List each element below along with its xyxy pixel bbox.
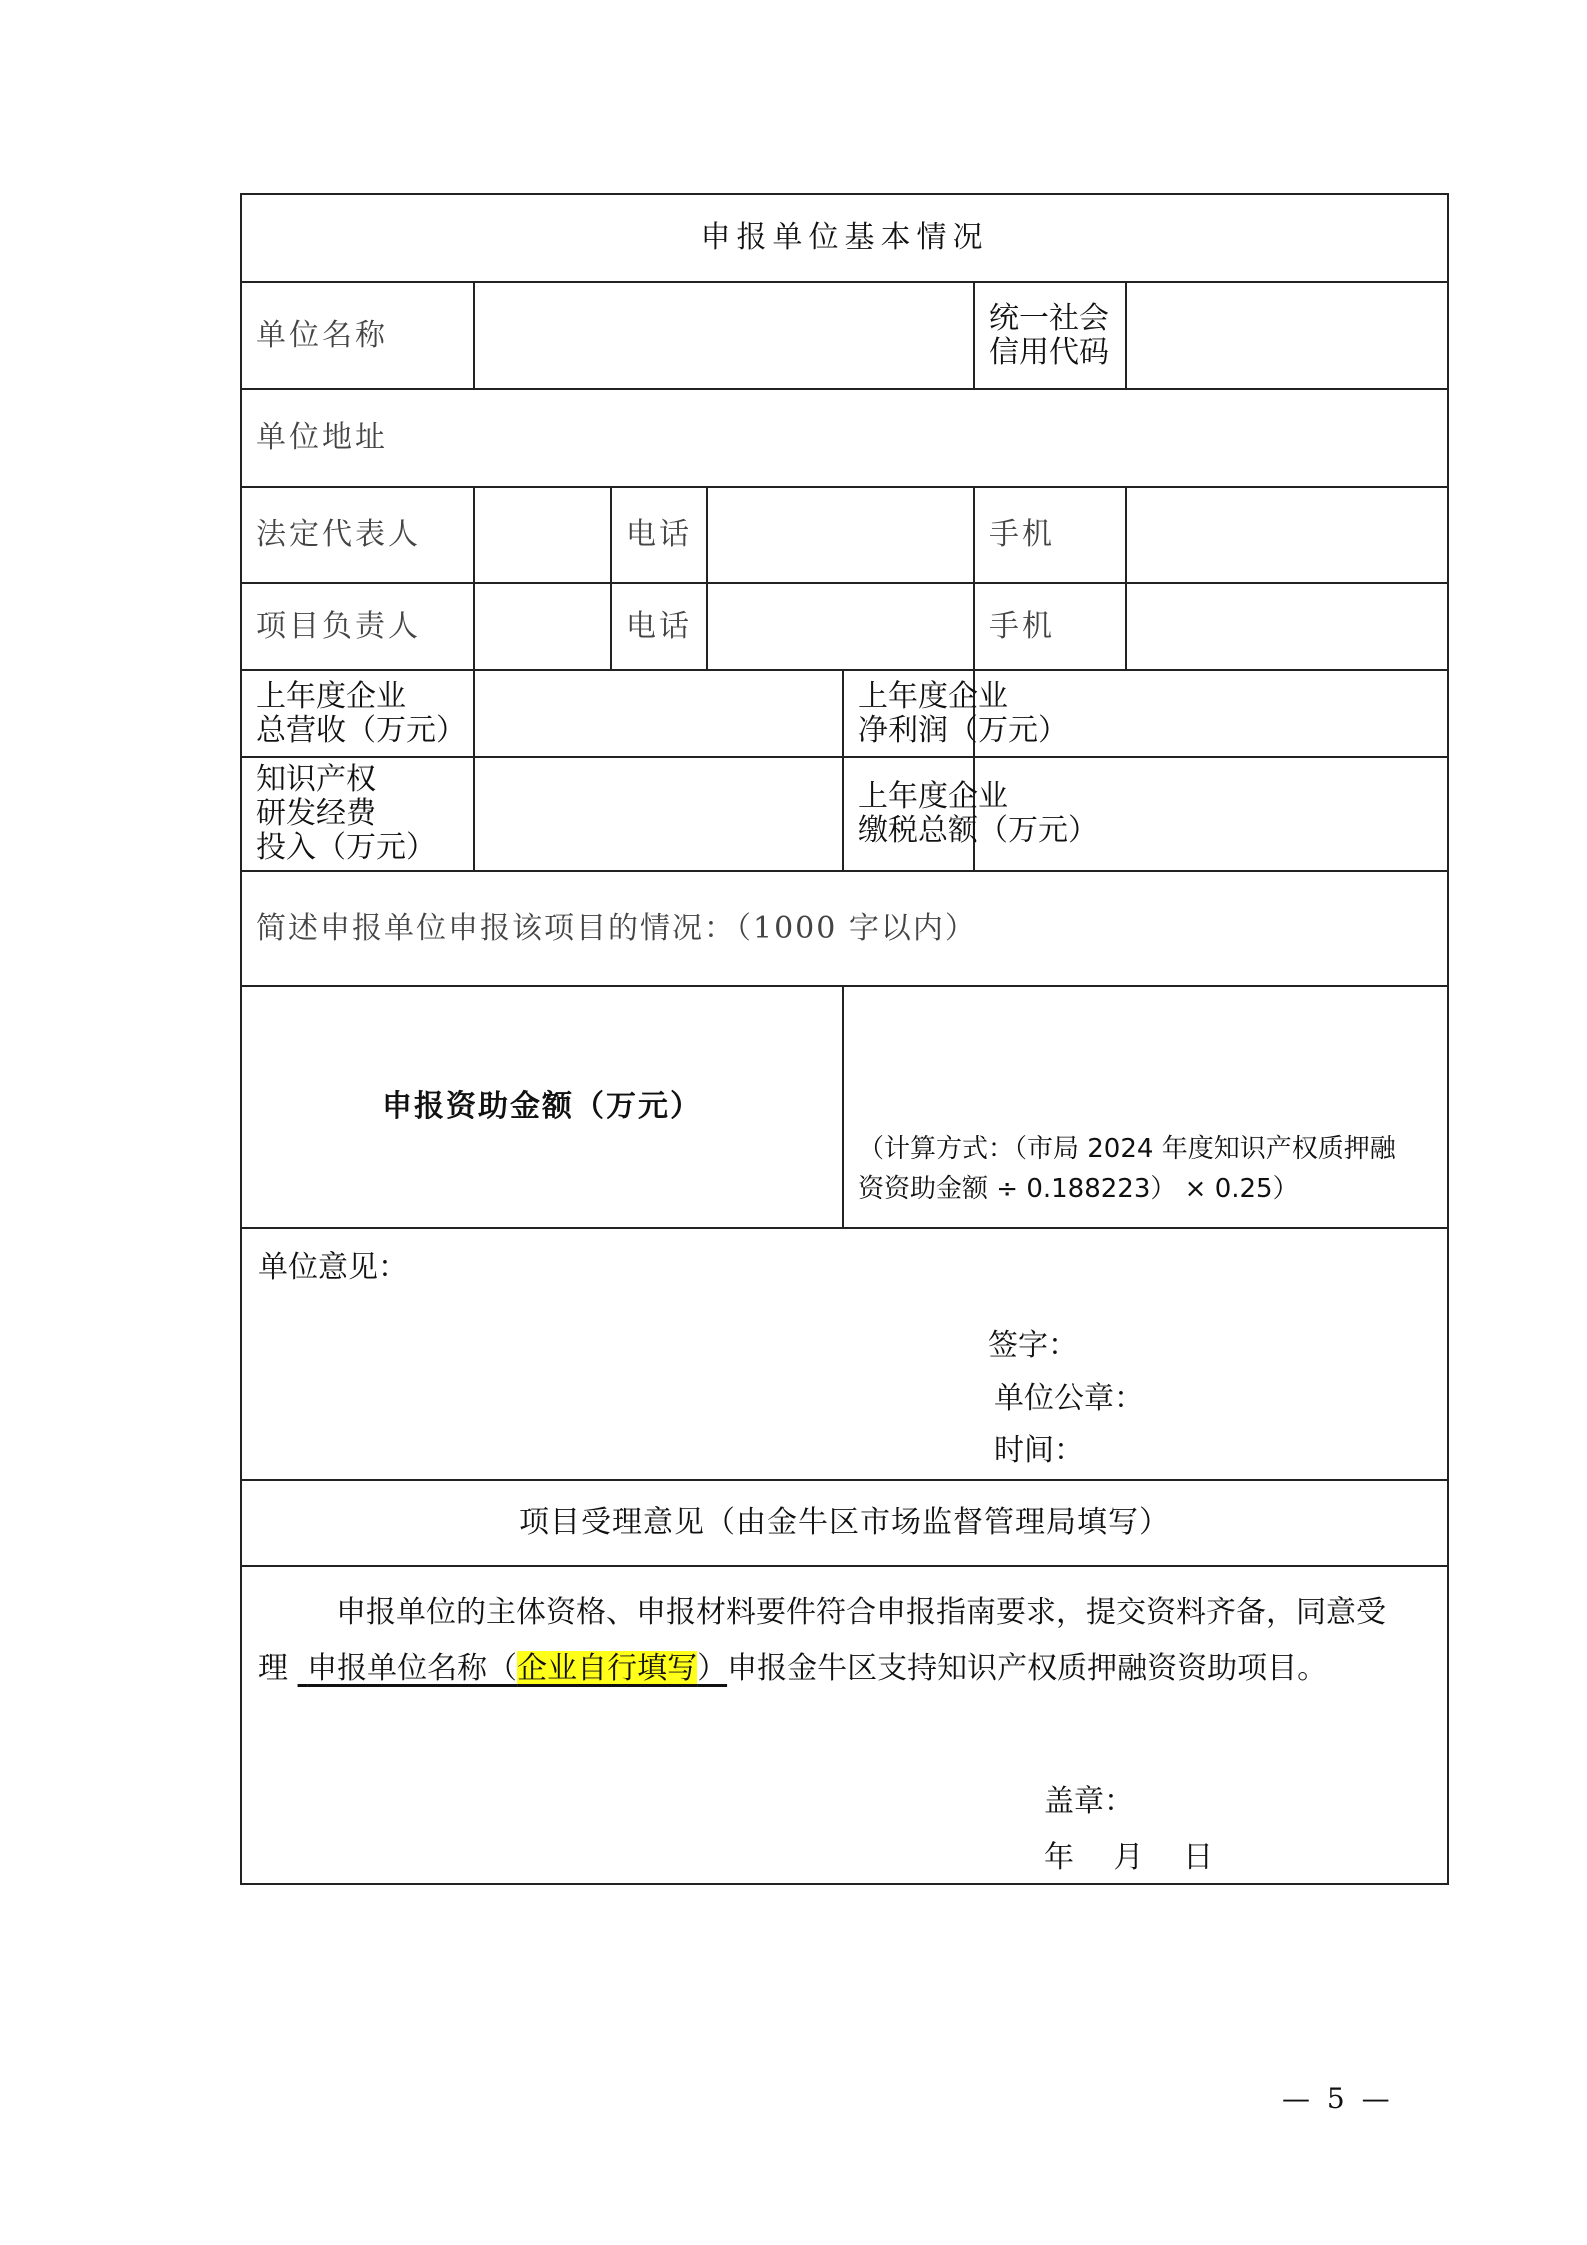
- rd-label-line2: 研发经费: [256, 796, 376, 831]
- project-lead-phone-field[interactable]: [707, 583, 974, 670]
- legal-rep-label: 法定代表人: [241, 487, 474, 583]
- seal-label: 单位公章：: [994, 1381, 1144, 1416]
- calc-note: [858, 1129, 1433, 1209]
- stamp-label: 盖章：: [1044, 1784, 1134, 1819]
- address-label: 单位地址: [256, 420, 388, 455]
- unit-name-field[interactable]: [474, 282, 974, 389]
- project-lead-field[interactable]: [474, 583, 611, 670]
- legal-rep-phone-label: 电话: [611, 487, 707, 583]
- tax-label-line2: 缴税总额（万元）: [858, 813, 1098, 848]
- rd-expense-field[interactable]: [474, 757, 843, 871]
- amount-field[interactable]: [843, 986, 1448, 1228]
- revenue-field[interactable]: [474, 670, 843, 757]
- application-form-table: [240, 193, 1449, 1885]
- acceptance-blank-suffix: ）: [697, 1651, 728, 1686]
- legal-rep-phone-field[interactable]: [707, 487, 974, 583]
- project-lead-mobile-field[interactable]: [1126, 583, 1448, 670]
- acceptance-blank[interactable]: [298, 1651, 728, 1686]
- credit-code-label-line2: 信用代码: [989, 334, 1109, 370]
- rd-expense-label: [241, 757, 474, 871]
- acceptance-cell[interactable]: [241, 1566, 1448, 1884]
- unit-opinion-label: 单位意见：: [258, 1250, 408, 1285]
- project-lead-phone-label: 电话: [611, 583, 707, 670]
- tax-label-line1: 上年度企业: [858, 779, 1008, 814]
- address-cell[interactable]: [241, 389, 1448, 487]
- legal-rep-mobile-field[interactable]: [1126, 487, 1448, 583]
- section-title: 申报单位基本情况: [241, 194, 1448, 282]
- profit-label: [843, 670, 1068, 757]
- revenue-label-line1: 上年度企业: [256, 678, 406, 714]
- rd-label-line3: 投入（万元）: [256, 830, 436, 865]
- revenue-label-line2: 总营收（万元）: [256, 712, 466, 748]
- unit-opinion-cell[interactable]: [241, 1228, 1448, 1480]
- page-number: — 5 —: [1282, 2082, 1394, 2115]
- credit-code-label-line1: 统一社会: [989, 300, 1109, 336]
- signature-label: 签字：: [988, 1328, 1078, 1363]
- tax-label: [843, 757, 1098, 871]
- summary-cell[interactable]: [241, 871, 1448, 986]
- profit-label-line2: 净利润（万元）: [858, 712, 1068, 748]
- acceptance-text: [258, 1585, 1433, 1697]
- summary-label: 简述申报单位申报该项目的情况：（1000 字以内）: [256, 910, 977, 946]
- credit-code-label: [974, 282, 1126, 389]
- rd-label-line1: 知识产权: [256, 762, 376, 797]
- legal-rep-mobile-label: 手机: [974, 487, 1126, 583]
- calc-note-line1: （计算方式：（市局 2024 年度知识产权质押融: [858, 1134, 1396, 1164]
- legal-rep-field[interactable]: [474, 487, 611, 583]
- acceptance-text-part1: 申报单位的主体资格、申报材料要件符合申报指南要求，提交资料齐备，同意受理: [258, 1595, 1386, 1686]
- credit-code-field[interactable]: [1126, 282, 1448, 389]
- unit-name-label: 单位名称: [241, 282, 474, 389]
- amount-label: 申报资助金额（万元）: [241, 986, 843, 1228]
- date-label: 年 月 日: [1044, 1840, 1214, 1875]
- acceptance-blank-highlight: 企业自行填写: [517, 1651, 698, 1686]
- profit-label-line1: 上年度企业: [858, 678, 1008, 714]
- acceptance-text-part2: 申报金牛区支持知识产权质押融资资助项目。: [727, 1651, 1328, 1686]
- acceptance-blank-prefix: 申报单位名称（: [307, 1651, 518, 1686]
- acceptance-title: 项目受理意见（由金牛区市场监督管理局填写）: [241, 1480, 1448, 1566]
- revenue-label: [241, 670, 474, 757]
- calc-note-line2: 资资助金额 ÷ 0.188223） × 0.25）: [858, 1174, 1299, 1204]
- project-lead-label: 项目负责人: [241, 583, 474, 670]
- time-label: 时间：: [994, 1433, 1084, 1468]
- project-lead-mobile-label: 手机: [974, 583, 1126, 670]
